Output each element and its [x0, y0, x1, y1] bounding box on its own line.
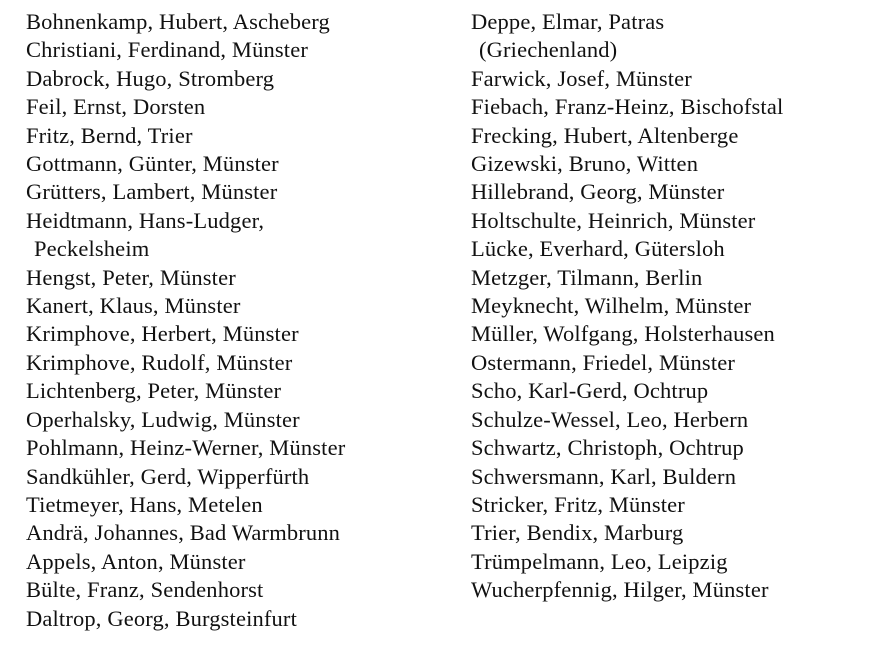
name-entry: [26, 406, 456, 434]
name-entry: [26, 576, 456, 604]
name-entry: [471, 349, 866, 377]
entry-text: Wucherpfennig, Hilger, Münster: [471, 577, 769, 603]
entry-text: Stricker, Fritz, Münster: [471, 491, 685, 517]
entry-text: Krimphove, Rudolf, Münster: [26, 349, 293, 375]
name-entry: [26, 491, 456, 519]
entry-text: Grütters, Lambert, Münster: [26, 179, 278, 205]
entry-text: Trümpelmann, Leo, Leipzig: [471, 548, 728, 574]
entry-text: Lichtenberg, Peter, Münster: [26, 378, 282, 404]
name-entry: [471, 93, 866, 121]
name-entry: [471, 235, 866, 263]
name-entry: [471, 65, 866, 93]
entry-text: Feil, Ernst, Dorsten: [26, 94, 206, 120]
entry-text: Schwartz, Christoph, Ochtrup: [471, 435, 744, 461]
name-entry: [471, 491, 866, 519]
entry-continuation: Peckelsheim: [34, 236, 150, 262]
entry-text: Trier, Bendix, Marburg: [471, 520, 684, 546]
entry-text: Gizewski, Bruno, Witten: [471, 151, 699, 177]
name-entry: [471, 122, 866, 150]
name-entry: [471, 377, 866, 405]
right-name-list: [471, 8, 866, 605]
name-entry: [26, 36, 456, 64]
name-entry: [26, 8, 456, 36]
entry-text: Fiebach, Franz-Heinz, Bischofstal: [471, 94, 784, 120]
entry-text: Ostermann, Friedel, Münster: [471, 349, 735, 375]
entry-text: Daltrop, Georg, Burgsteinfurt: [26, 605, 297, 631]
entry-text: Fritz, Bernd, Trier: [26, 122, 193, 148]
entry-text: Krimphove, Herbert, Münster: [26, 321, 299, 347]
entry-text: Pohlmann, Heinz-Werner, Münster: [26, 435, 346, 461]
name-entry: [26, 349, 456, 377]
name-entry: [26, 178, 456, 206]
name-entry: [26, 434, 456, 462]
entry-text: Andrä, Johannes, Bad Warmbrunn: [26, 520, 341, 546]
entry-text: Appels, Anton, Münster: [26, 548, 246, 574]
entry-text: Metzger, Tilmann, Berlin: [471, 264, 703, 290]
entry-text: Holtschulte, Heinrich, Münster: [471, 207, 756, 233]
name-entry: [26, 292, 456, 320]
entry-text: Heidtmann, Hans-Ludger,: [26, 207, 265, 233]
name-entry: [471, 8, 866, 65]
name-entry: [26, 122, 456, 150]
name-entry: [26, 320, 456, 348]
name-entry: [26, 605, 456, 633]
name-entry: [26, 463, 456, 491]
name-entry: [471, 548, 866, 576]
name-entry: [471, 463, 866, 491]
name-entry: [26, 377, 456, 405]
left-name-list: [26, 8, 456, 633]
entry-text: Deppe, Elmar, Patras: [471, 9, 665, 34]
name-entry: [26, 65, 456, 93]
entry-text: Müller, Wolfgang, Holsterhausen: [471, 321, 775, 347]
entry-text: Meyknecht, Wilhelm, Münster: [471, 293, 752, 319]
entry-text: Tietmeyer, Hans, Metelen: [26, 491, 263, 517]
entry-text: Kanert, Klaus, Münster: [26, 293, 241, 319]
entry-text: Farwick, Josef, Münster: [471, 65, 692, 91]
name-entry: [471, 150, 866, 178]
entry-text: Scho, Karl-Gerd, Ochtrup: [471, 378, 709, 404]
name-entry: [26, 264, 456, 292]
entry-text: Bohnenkamp, Hubert, Ascheberg: [26, 9, 330, 34]
entry-text: Schwersmann, Karl, Buldern: [471, 463, 737, 489]
name-entry: [26, 519, 456, 547]
name-entry: [26, 207, 456, 264]
entry-text: Lücke, Everhard, Gütersloh: [471, 236, 725, 262]
entry-text: Christiani, Ferdinand, Münster: [26, 37, 308, 63]
entry-text: Sandkühler, Gerd, Wipperfürth: [26, 463, 310, 489]
entry-text: Hillebrand, Georg, Münster: [471, 179, 725, 205]
name-entry: [471, 207, 866, 235]
name-entry: [471, 434, 866, 462]
name-entry: [471, 406, 866, 434]
name-entry: [26, 93, 456, 121]
entry-text: Operhalsky, Ludwig, Münster: [26, 406, 300, 432]
entry-text: Gottmann, Günter, Münster: [26, 151, 279, 177]
entry-text: Schulze-Wessel, Leo, Herbern: [471, 406, 749, 432]
name-entry: [471, 519, 866, 547]
name-entry: [471, 292, 866, 320]
name-entry: [471, 320, 866, 348]
entry-text: Bülte, Franz, Sendenhorst: [26, 577, 264, 603]
entry-text: Hengst, Peter, Münster: [26, 264, 236, 290]
name-entry: [471, 576, 866, 604]
entry-continuation: (Griechenland): [479, 37, 618, 63]
entry-text: Frecking, Hubert, Altenberge: [471, 122, 739, 148]
entry-text: Dabrock, Hugo, Stromberg: [26, 65, 275, 91]
name-entry: [26, 150, 456, 178]
name-entry: [471, 264, 866, 292]
name-entry: [471, 178, 866, 206]
name-entry: [26, 548, 456, 576]
